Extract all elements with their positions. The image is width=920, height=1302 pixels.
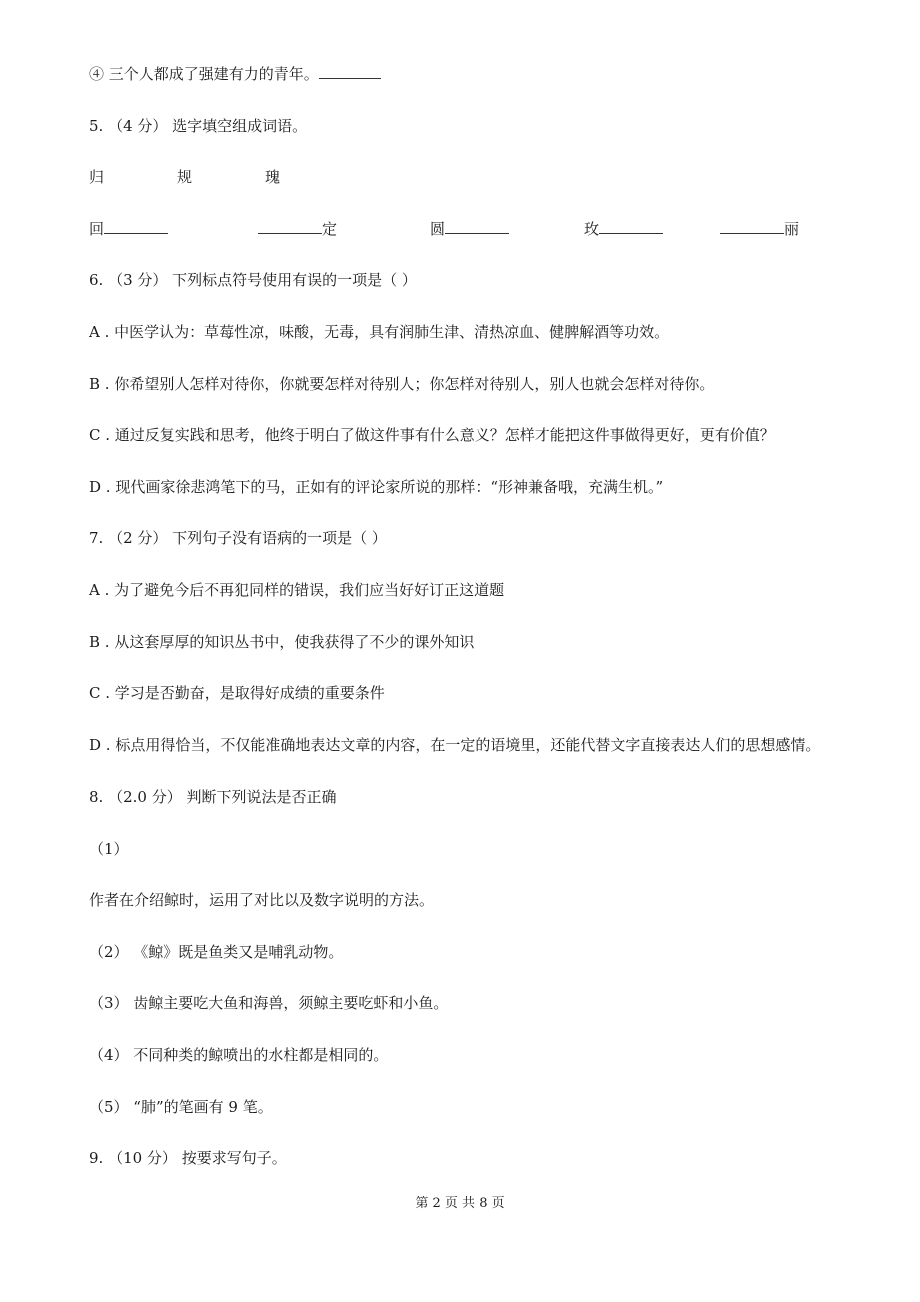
q7-option-c[interactable]: C . 学习是否勤奋，是取得好成绩的重要条件 [89, 684, 385, 702]
q8-sub1-label: （1） [89, 840, 129, 858]
q6-option-d[interactable]: D . 现代画家徐悲鸿笔下的马，正如有的评论家所说的那样：“形神兼备哦，充满生机。” [89, 478, 664, 496]
answer-blank[interactable] [319, 64, 381, 79]
fill-item-5 [720, 218, 799, 239]
q5-header: 5. （4 分） 选字填空组成词语。 [89, 117, 308, 135]
q9-header: 9. （10 分） 按要求写句子。 [89, 1149, 287, 1167]
fill-item-4 [584, 218, 663, 239]
fill-item-3 [430, 218, 509, 239]
q5-char-choices [0, 167, 920, 187]
q4-item-4 [89, 64, 381, 84]
fill-item-4-before: 玫 [584, 220, 600, 238]
q4-item-4-text: ④ 三个人都成了强建有力的青年。 [89, 65, 319, 83]
q8-item-4: （4） 不同种类的鲸喷出的水柱都是相同的。 [89, 1046, 389, 1064]
fill-blank-3[interactable] [445, 219, 509, 234]
q6-header: 6. （3 分） 下列标点符号使用有误的一项是（ ） [89, 271, 417, 289]
fill-item-1 [89, 218, 168, 239]
q5-fill-row [0, 218, 920, 238]
q8-item-3: （3） 齿鲸主要吃大鱼和海兽，须鲸主要吃虾和小鱼。 [89, 994, 449, 1012]
q7-option-a[interactable]: A . 为了避免今后不再犯同样的错误，我们应当好好订正这道题 [89, 581, 505, 599]
page-footer: 第 2 页 共 8 页 [415, 1196, 505, 1211]
q6-option-c[interactable]: C . 通过反复实践和思考，他终于明白了做这件事有什么意义？怎样才能把这件事做得更好，更有价值？ [89, 426, 775, 444]
fill-item-5-after: 丽 [784, 220, 800, 238]
fill-item-2-after: 定 [322, 220, 338, 238]
q6-option-a[interactable]: A . 中医学认为：草莓性凉，味酸，无毒，具有润肺生津、清热凉血、健脾解酒等功效。 [89, 323, 670, 341]
char-choice-1: 归 [89, 168, 105, 186]
q7-option-d[interactable]: D . 标点用得恰当，不仅能准确地表达文章的内容，在一定的语境里，还能代替文字直接表达人们的思想感情。 [89, 736, 821, 754]
fill-item-2 [258, 218, 337, 239]
char-choice-2: 规 [177, 168, 193, 186]
fill-item-3-before: 圆 [430, 220, 446, 238]
q7-header: 7. （2 分） 下列句子没有语病的一项是（ ） [89, 529, 387, 547]
fill-item-1-before: 回 [89, 220, 105, 238]
q8-item-5: （5） “肺”的笔画有 9 笔。 [89, 1098, 273, 1116]
fill-blank-5[interactable] [720, 219, 784, 234]
q7-option-b[interactable]: B . 从这套厚厚的知识丛书中，使我获得了不少的课外知识 [89, 633, 475, 651]
q8-sub1-text: 作者在介绍鲸时，运用了对比以及数字说明的方法。 [89, 891, 435, 909]
fill-blank-1[interactable] [104, 219, 168, 234]
fill-blank-4[interactable] [599, 219, 663, 234]
char-choice-3: 瑰 [265, 168, 281, 186]
q6-option-b[interactable]: B . 你希望别人怎样对待你，你就要怎样对待别人；你怎样对待别人，别人也就会怎样对待你。 [89, 375, 715, 393]
fill-blank-2[interactable] [258, 219, 322, 234]
q8-item-2: （2） 《鲸》既是鱼类又是哺乳动物。 [89, 943, 344, 961]
q8-header: 8. （2.0 分） 判断下列说法是否正确 [89, 788, 337, 806]
